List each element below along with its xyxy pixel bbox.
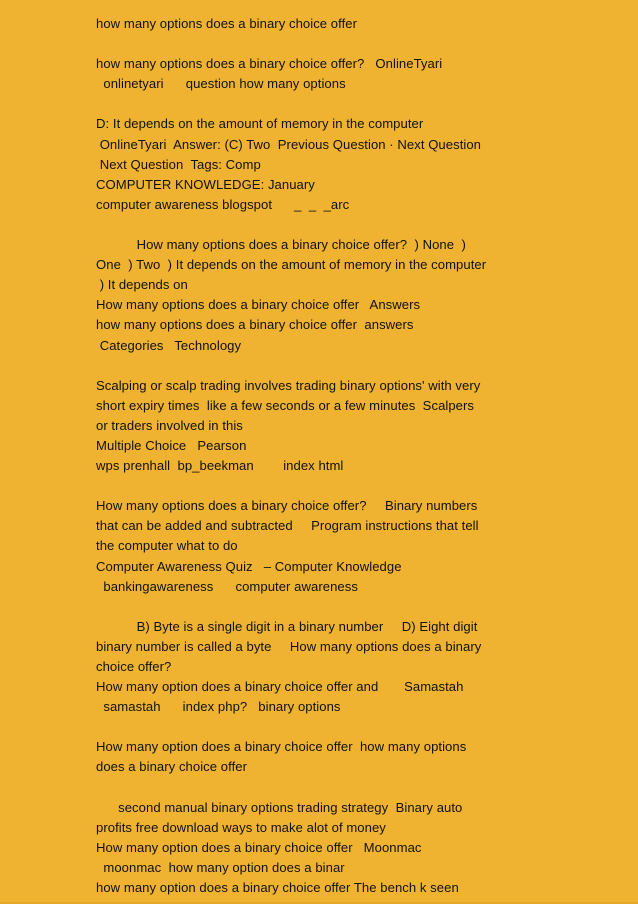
text-line: how many options does a binary choice offer? OnlineTyari: [96, 56, 443, 72]
text-line: Computer Awareness Quiz – Computer Knowledge: [96, 558, 402, 574]
text-line: Scalping or scalp trading involves trading binary options' with very: [96, 377, 481, 393]
text-line: Categories Technology: [96, 337, 242, 353]
text-line: How many options does a binary choice offer? Binary numbers: [96, 498, 478, 514]
blank-line: [96, 356, 536, 376]
text-line: D: It depends on the amount of memory in the computer: [96, 116, 424, 132]
text-line: the computer what to do: [96, 538, 238, 554]
text-line: how many options does a binary choice offer: [96, 16, 358, 31]
text-line: how many option does a binary choice offer The bench k seen: [96, 880, 459, 896]
text-line: How many option does a binary choice offer how many options: [96, 739, 467, 755]
text-line: second manual binary options trading strategy Binary auto: [96, 799, 463, 815]
text-line: profits free download ways to make alot of money: [96, 819, 386, 835]
text-line: COMPUTER KNOWLEDGE: January: [96, 176, 315, 192]
text-line: How many options does a binary choice offer Answers: [96, 297, 421, 313]
blank-line: [96, 215, 536, 235]
text-line: OnlineTyari Answer: (C) Two Previous Question · Next Question: [96, 136, 482, 152]
text-line: how many options does a binary choice offer answers: [96, 317, 414, 333]
text-line: samastah index php? binary options: [96, 699, 341, 715]
text-line: B) Byte is a single digit in a binary number D) Eight digit: [96, 618, 478, 634]
blank-line: [96, 476, 536, 496]
text-line: ) It depends on: [96, 277, 188, 293]
blank-line: [96, 34, 536, 54]
text-line: moonmac how many option does a binar: [96, 859, 345, 875]
text-line: that can be added and subtracted Program instructions that tell: [96, 518, 479, 534]
text-line: onlinetyari question how many options: [96, 76, 346, 92]
text-line: wps prenhall bp_beekman index html: [96, 458, 344, 474]
text-line: One ) Two ) It depends on the amount of memory in the computer: [96, 257, 487, 273]
blank-line: [96, 717, 536, 737]
text-line: computer awareness blogspot _ _ _arc: [96, 196, 350, 212]
text-line: binary number is called a byte How many options does a binary: [96, 638, 482, 654]
text-line: How many option does a binary choice offer and Samastah: [96, 679, 464, 695]
text-line: choice offer?: [96, 659, 172, 674]
blank-line: [96, 778, 536, 798]
text-line: Multiple Choice Pearson: [96, 437, 247, 453]
blank-line: [96, 597, 536, 617]
text-line: How many option does a binary choice offer Moonmac: [96, 839, 422, 855]
text-line: Next Question Tags: Comp: [96, 156, 261, 172]
text-line: bankingawareness computer awareness: [96, 578, 358, 594]
document-text: [96, 14, 536, 898]
text-line: or traders involved in this: [96, 417, 243, 433]
text-line: does a binary choice offer: [96, 759, 248, 775]
blank-line: [96, 94, 536, 114]
text-line: How many options does a binary choice offer? ) None ): [96, 237, 466, 253]
text-line: short expiry times like a few seconds or a few minutes Scalpers: [96, 397, 475, 413]
